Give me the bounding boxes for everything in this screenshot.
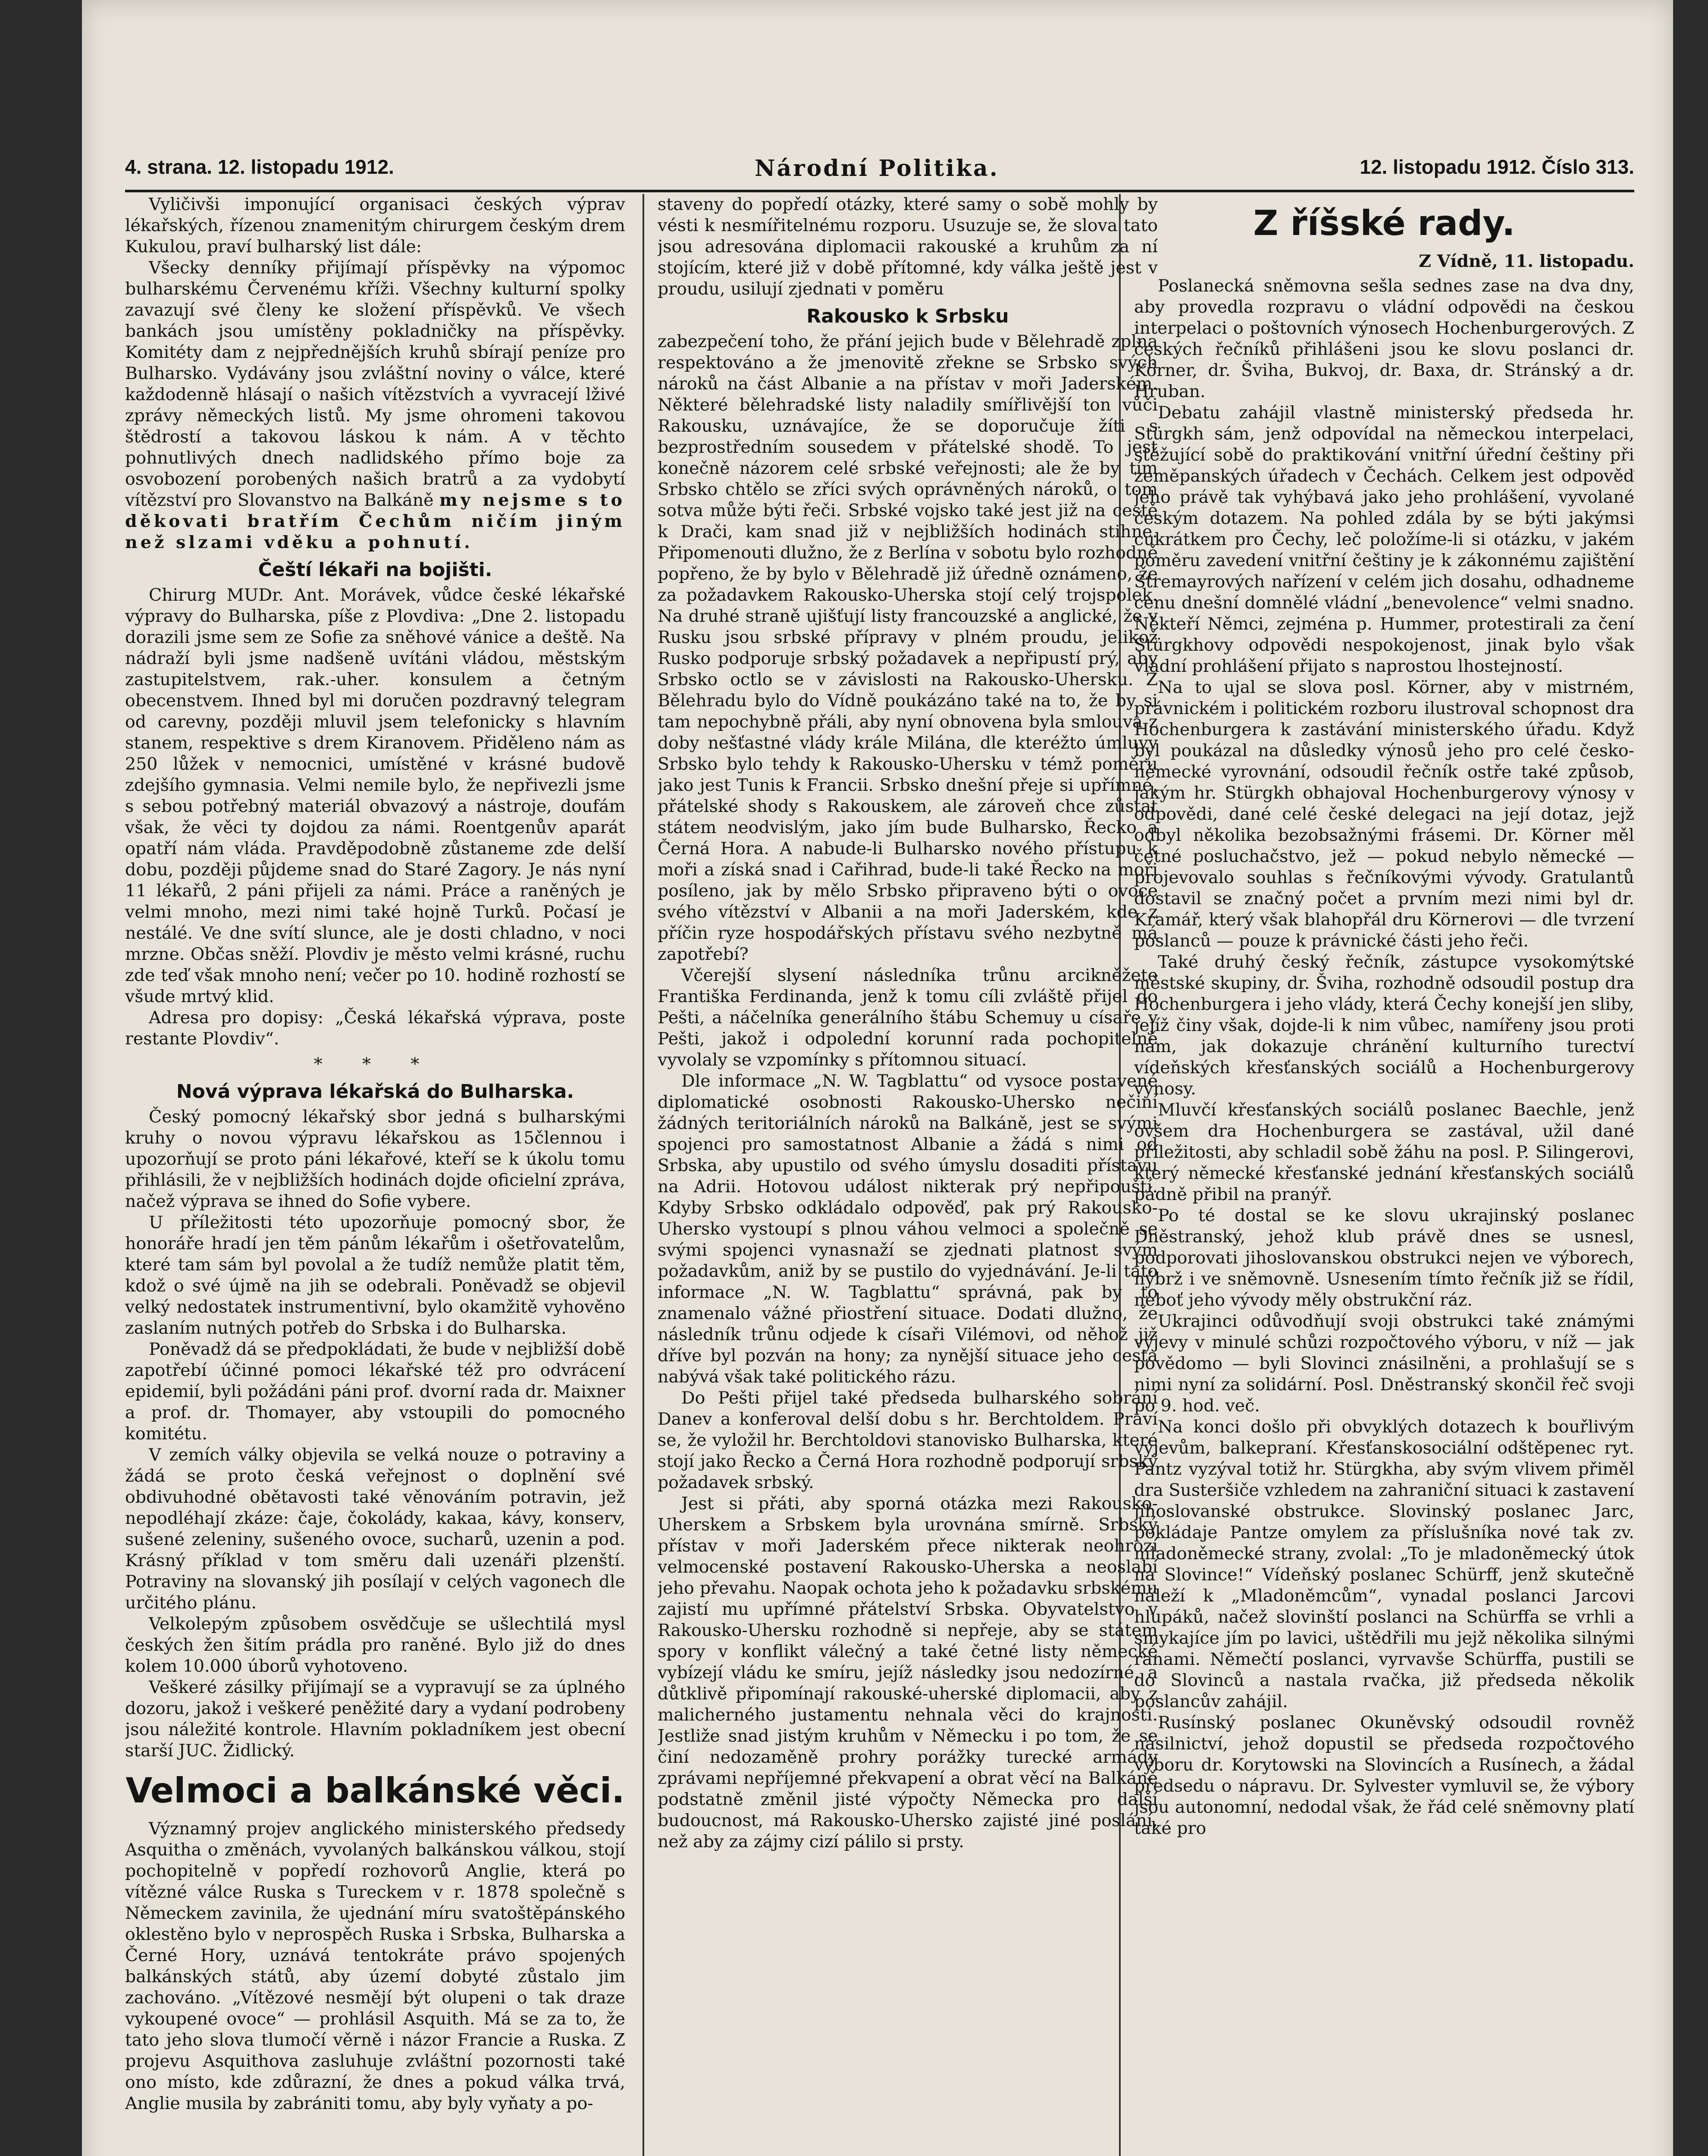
- article-intro: Vyličivši imponující organisaci českých výprav lékařských, řízenou znamenitým chirurgem českým drem Kukulou, praví bulharský list dále:: [125, 194, 625, 257]
- column-1: [125, 194, 625, 2156]
- article-headline: Z říšské rady.: [1253, 203, 1515, 243]
- section-heading: Rakousko k Srbsku: [806, 305, 1009, 327]
- article-paragraph: V zemích války objevila se velká nouze o potraviny a žádá se proto česká veřejnost o doplnění své obdivuhodné obětavosti také věnováním potravin, jež nepodléhají zkáze: čaje, čokolády, kakaa, kávy, konserv, sušené zeleniny, sušeného ovoce, sucharů, uzenin a pod. Krásný příklad v tom směru dali uzenáři plzenští. Potraviny na slovanský jih posílají v celých vagonech dle určitého plánu.: [125, 1445, 625, 1613]
- article-paragraph: Český pomocný lékařský sbor jedná s bulharskými kruhy o novou výpravu lékařskou as 15člennou i upozorňují se proto páni lékařové, kteří se k úkolu tomu přihlásili, že v nejbližších hodinách dojde oficielní zpráva, načež výprava se ihned do Sofie vybere.: [125, 1107, 625, 1211]
- page-header: [125, 142, 1634, 192]
- article-paragraph: Také druhý český řečník, zástupce vysokomýtské městské skupiny, dr. Šviha, rozhodně odsoudil postup dra Hochenburgera i jeho vlády, která Čechy konejší jen sliby, jejíž činy však, dojde-li k nim vůbec, namířeny jsou proti nám, jak dokazuje chránění kulturního turectví vídeňských křesťanských sociálů a Hochenburgerovy výnosy.: [1134, 952, 1634, 1099]
- article-headline: Velmoci a balkánské věci.: [125, 1771, 625, 1811]
- article-paragraph: Poslanecká sněmovna sešla sednes zase na dva dny, aby provedla rozpravu o vládní odpovědi na českou interpelaci o poštovních výnosech Hochenburgerových. Z českých řečníků přihlášeni jsou ke slovu poslanci dr. Körner, dr. Šviha, Bukvoj, dr. Baxa, dr. Stránský a dr. Hruban.: [1134, 276, 1634, 401]
- header-page-date: 4. strana. 12. listopadu 1912.: [125, 156, 394, 178]
- paragraph-text: Všecky denníky přijímají příspěvky na výpomoc bulharskému Červenému kříži. Všechny kulturní spolky zavazují své členy ke složení příspěvků. Ve všech bankách jsou umístěny pokladničky na příspěvky. Komitéty dam z nejpřednějších kruhů sbírají peníze pro Bulharsko. Vydávány jsou zvláštní noviny o válce, které každodenně hlásají o našich vítězstvích a vyvracejí lživé zprávy německých listů. My jsme ohromeni takovou štědrostí a takovou láskou k nám. A v těchto pohnutlivých dnech nadlidského přímo boje za osvobození porobených našich bratrů a za vydobytí vítězství pro Slovanstvo na Balkáně: [125, 258, 625, 510]
- article-paragraph: Poněvadž dá se předpokládati, že bude v nejbližší době zapotřebí účinné pomoci lékařské též pro odvrácení epidemií, byli požádáni páni prof. dvorní rada dr. Maixner a prof. dr. Thomayer, aby vstoupili do pomocného komitétu.: [125, 1339, 625, 1444]
- column-3: [1134, 194, 1634, 2156]
- article-paragraph: Debatu zahájil vlastně ministerský předseda hr. Stürgkh sám, jenž odpovídal na německou interpelaci, stěžující sobě do praktikování vnitřní úřední češtiny při zeměpanských úřadech v Čechách. Celkem jest odpověď jeho právě tak vyhýbavá jako jeho prohlášení, vyvolané českým dotazem. Na pohled zdála by se býti jakýmsi cukrátkem pro Čechy, leč položíme-li si otázku, v jakém poměru zavedení vnitřní češtiny je k zákonnému zajištění Stremayrových nařízení v celém jich dosahu, odhadneme cenu dnešní domnělé vládní „benevolence“ velmi snadno. Někteří Němci, zejména p. Hummer, protestirali za čení Stürgkhovy odpovědi nespokojenost, jinak bylo však vládní prohlášení přijato s naprostou lhostejností.: [1134, 403, 1634, 676]
- article-paragraph: Jest si přáti, aby sporná otázka mezi Rakousko-Uherskem a Srbskem byla urovnána smírně. Srbský přístav v moři Jaderském přece nikterak neohrozí velmocenské postavení Rakousko-Uherska a neoslabí jeho převahu. Naopak ochota jeho k požadavku srbskému zajistí mu upřímné přátelství Srbska. Obyvatelstvo v Rakousko-Uhersku rozhodně si nepřeje, aby se státem spory v konflikt válečný a také četné listy německé vybízejí vládu ke smíru, jejíž následky jsou nedozírné, a důtklivě připomínají rakouské-uherské diplomacii, aby z malicherného justamentu nehnala věci do krajnosti. Jestliže snad jistým kruhům v Německu i po tom, že se činí nedozaměně prohry porážky turecké armády zprávami nepříjemné překvapení a obrat věcí na Balkáně podstatně změnil jisté výpočty Německa pro další budoucnost, má Rakousko-Uhersko zajisté jiné poslání, než aby za zájmy cizí pálilo si prsty.: [658, 1494, 1158, 1852]
- masthead-title: Národní Politika.: [755, 155, 999, 182]
- article-paragraph: Adresa pro dopisy: „Česká lékařská výprava, poste restante Plovdiv“.: [125, 1008, 625, 1049]
- column-2: [658, 194, 1158, 2156]
- article-paragraph: Významný projev anglického ministerského předsedy Asquitha o změnách, vyvolaných balkánskou válkou, stojí pochopitelně v popředí rozhovorů Anglie, která po vítězné válce Ruska s Tureckem v r. 1878 společně s Německem zavinila, že ujednání míru svatoštěpánského oklestěno bylo v neprospěch Ruska i Srbska, Bulharska a Černé Hory, uznává tentokráte právo spojených balkánských států, aby území dobyté zůstalo jim zachováno. „Vítězové nesmějí být olupeni o tak draze vykoupené ovoce“ — prohlásil Asquith. Má se za to, že tato jeho slova tlumočí věrně i názor Francie a Ruska. Z projevu Asquithova zasluhuje zvláštní pozornosti také ono místo, kde zdůrazní, že dnes a pokud válka trvá, Anglie musila by zabrániti tomu, aby byly vyňaty a po-: [125, 1819, 625, 2113]
- article-paragraph: Do Pešti přijel také předseda bulharského sobrání Danev a konferoval delší dobu s hr. Berchtoldem. Praví se, že vyložil hr. Berchtoldovi stanovisko Bulharska, které stojí jako Řecko a Černá Hora rozhodně podporují srbský požadavek srbský.: [658, 1388, 1158, 1492]
- article-paragraph: Po té dostal se ke slovu ukrajinský poslanec Dněstranský, jehož klub právě dnes se usnesl, podporovati jihoslovanskou obstrukci nejen ve výborech, nýbrž i ve sněmovně. Usnesením tímto řečník již se řídil, neboť jeho vývody měly obstrukční ráz.: [1134, 1206, 1634, 1310]
- article-paragraph: staveny do popředí otázky, které samy o sobě mohly by vésti k nesmířitelnému rozporu. Usuzuje se, že slova tato jsou adresována diplomacii rakouské a kruhům za ní stojícím, které již v době přítomné, kdy válka ještě jest v proudu, usilují zjednati v poměru: [658, 194, 1158, 299]
- section-separator: * * *: [313, 1054, 437, 1074]
- section-heading: Nová výprava lékařská do Bulharska.: [176, 1081, 574, 1103]
- column-divider: [642, 194, 644, 2156]
- emphasized-text: my nejsme s to děkovati bratřím Čechům ničím jiným než slzami vděku a pohnutí.: [125, 490, 625, 552]
- article-paragraph: Rusínský poslanec Okuněvský odsoudil rovněž násilnictví, jehož dopustil se předseda rozpočtového výboru dr. Korytowski na Slovincích a Rusínech, a žádal předsedu o nápravu. Dr. Sylvester vymluvil se, že výbory jsou autonomní, nedodal však, že řád celé sněmovny platí také pro: [1134, 1713, 1634, 1838]
- article-paragraph: Chirurg MUDr. Ant. Morávek, vůdce české lékařské výpravy do Bulharska, píše z Plovdiva: „Dne 2. listopadu dorazili jsme sem ze Sofie za sněhové vánice a deště. Na nádraží byli jsme nadšeně uvítáni vládou, městským zastupitelstvem, rak.-uher. konsulem a četným obecenstvem. Ihned byl mi doručen pozdravný telegram od carevny, později mluvil jsem telefonicky s hlavním stanem, respektive s drem Kiranovem. Přiděleno nám as 250 lůžek v nemocnici, umístěné v krásné budově zdejšího gymnasia. Velmi nemile bylo, že nepřivezli jsme s sebou potřebný materiál obvazový a nástroje, doufám však, že věci ty dojdou za námi. Roentgenův aparát opatří nám vláda. Pravděpodobně zůstaneme zde delší dobu, později půjdeme snad do Staré Zagory. Je nás nyní 11 lékařů, 2 páni přijeli za námi. Práce a raněných je velmi mnoho, mezi nimi také hojně Turků. Počasí je nestálé. Ve dne svítí slunce, ale je dosti chladno, v noci mrzne. Občas sněží. Plovdiv je město velmi krásné, ruchu zde teď však mnoho není; večer po 10. hodině rozhostí se všude mrtvý klid.: [125, 585, 625, 1006]
- article-paragraph: Velkolepým způsobem osvědčuje se ušlechtilá mysl českých žen šitím prádla pro raněné. Bylo již do dnes kolem 10.000 úborů vyhotoveno.: [125, 1614, 625, 1676]
- section-heading: Čeští lékaři na bojišti.: [258, 559, 492, 581]
- header-issue-number: 12. listopadu 1912. Číslo 313.: [1360, 156, 1634, 178]
- article-paragraph: Ukrajinci odůvodňují svoji obstrukci také známými výjevy v minulé schůzi rozpočtového výboru, v níž — jak povědomo — byli Slovinci znásilněni, a prohlašují se s nimi nyní za solidární. Posl. Dněstranský skončil řeč svoji po 9. hod. več.: [1134, 1311, 1634, 1416]
- dateline: Z Vídně, 11. listopadu.: [1419, 251, 1634, 271]
- article-paragraph: Na to ujal se slova posl. Körner, aby v mistrném, právnickém i politickém rozboru ilustroval schopnost dra Hochenburgera k zastávání ministerského úřadu. Když byl poukázal na důsledky výnosů jeho pro celé česko-německé vyrovnání, odsoudil řečník ostře také způsob, jakým hr. Stürgkh obhajoval Hochenburgerovy výnosy v odpovědi, dané celé české delegaci na její dotaz, jejž odbyl několika bezobsažnými frásemi. Dr. Körner měl četné posluchačstvo, jež — pokud nebylo německé — projevovalo souhlas s řečníkovými vývody. Gratulantů dostavil se značný počet a prvním mezi nimi byl dr. Kramář, který však blahopřál dru Körnerovi — dle tvrzení poslanců — pouze k právnické části jeho řeči.: [1134, 677, 1634, 951]
- article-paragraph: Na konci došlo při obvyklých dotazech k bouřlivým výjevům, balkepraní. Křesťanskosociální odštěpenec ryt. Pantz vyzýval totiž hr. Stürgkha, aby svým vlivem přiměl dra Susteršiče vzhledem na zahraniční situaci k zastavení jihoslovanské obstrukce. Slovinský poslanec Jarc, pokládaje Pantze omylem za příslušníka nové tak zv. mladoněmecké strany, zvolal: „To je mladoněmecký útok na Slovince!“ Vídeňský poslanec Schürff, jenž skutečně náleží k „Mladoněmcům“, vynadal poslanci Jarcovi hlupáků, načež slovinští poslanci na Schürffa se vrhli a smykajíce jím po lavici, uštědřili mu jejž několika silnými ranami. Němečtí poslanci, vyrvavše Schürffa, pustili se do Slovinců a nastala rvačka, již předseda několik poslancův zahájil.: [1134, 1417, 1634, 1711]
- article-paragraph: Včerejší slysení následníka trůnu arcikněžete Františka Ferdinanda, jenž k tomu cíli zvláště přijel do Pešti, a náčelníka generálního štábu Schemuy u císaře v Pešti, jakož i odpolední korunní rada pochopitelně vyvolaly se vzpomínky s přítomnou situací.: [658, 965, 1158, 1070]
- article-paragraph: Veškeré zásilky přijímají se a vypravují se za úplného dozoru, jakož i veškeré peněžité dary a vydaní podrobeny jsou náležité kontrole. Hlavním pokladníkem jest obecní starší JUC. Židlický.: [125, 1677, 625, 1761]
- article-paragraph: [125, 257, 625, 553]
- article-paragraph: zabezpečení toho, že přání jejich bude v Bělehradě zplna respektováno a že jmenovitě zřekne se Srbsko svých nároků na část Albanie a na přístav v moři Jaderském. Některé bělehradské listy naladily smířlivější ton vůči Rakousku, uznávajíce, že se doporučuje žíti s bezprostředním sousedem v přátelské shodě. To jest konečně názorem celé srbské veřejnosti; ale že by tím Srbsko chtělo se zříci svých oprávněných nároků, o tom sotva může býti řeči. Srbské vojsko také jest již na cestě k Drači, kam snad již v nejbližších hodinách stihne. Připomenouti dlužno, že z Berlína v sobotu bylo rozhodně popřeno, že by bylo v Bělehradě již úředně oznámeno, že za požadavkem Rakousko-Uherska stojí celý trojspolek. Na druhé straně ujišťují listy francouzské a anglické, že v Rusku jsou srbské přípravy v plném proudu, jelikož Rusko podporuje srbský požadavek a nepřipustí prý, aby Srbsko octlo se v závislosti na Rakousko-Uhersku. Z Bělehradu bylo do Vídně poukázáno také na to, že by si tam nepochybně přáli, aby nyní obnovena byla smlouva z doby nešťastné vlády krále Milána, dle kteréžto úmluvy Srbsko bylo tehdy k Rakousko-Uhersku v témž poměru jako jest Tunis k Francii. Srbsko dnešní přeje si upřímné, přátelské shody s Rakouskem, ale zároveň chce zůstat státem neodvislým, jako jím bude Bulharsko, Řecko a Černá Hora. A nabude-li Bulharsko nového přístupu k moři a získá snad i Cařihrad, bude-li také Řecko na moři posíleno, jak by mělo Srbsko připraveno býti o ovoce svého vítězství v Albanii a na moři Jaderském, kde z příčin ryze hospodářských přístavu svého nezbytně má zapotřebí?: [658, 332, 1158, 964]
- article-paragraph: U příležitosti této upozorňuje pomocný sbor, že honoráře hradí jen těm pánům lékařům i ošetřovatelům, které tam sám byl povolal a že tudíž nemůže platit těm, kdož o své újmě na jih se odebrali. Poněvadž se objevil velký nedostatek instrumentivní, bylo okamžitě vyhověno zaslaním nutných potřeb do Srbska i do Bulharska.: [125, 1213, 625, 1338]
- newspaper-page: [82, 0, 1673, 2156]
- article-paragraph: Mluvčí křesťanských sociálů poslanec Baechle, jenž ovšem dra Hochenburgera se zastával, užil dané příležitosti, aby schladil sobě žáhu na posl. P. Silingerovi, který německé křesťanské jednání křesťanských sociálů pádně přibil na pranýř.: [1134, 1100, 1634, 1204]
- article-paragraph: Dle informace „N. W. Tagblattu“ od vysoce postavené diplomatické osobnosti Rakousko-Uhersko nečiní žádných teritoriálních nároků na Balkáně, jest se svými spojenci pro samostatnost Albanie a žádá s nimi od Srbska, aby upustilo od svého úmyslu dosaditi přístavu na Adrii. Hotovou událost nikterak prý nepřipouští. Kdyby Srbsko odkládalo odpověď, pak prý Rakousko-Uhersko vystoupí s plnou váhou velmoci a společně se svými spojenci vynasnaží se zjednati platnost svým požadavkům, aniž by se pustilo do vyjednávání. Je-li tato informace „N. W. Tagblattu“ správná, pak by to znamenalo vážné přiostření situace. Dodati dlužno, že následník trůnu odjede k císaři Vilémovi, od něhož již dříve byl pozván na hony; za nynější situace jeho cesta nabývá však také politického rázu.: [658, 1071, 1158, 1387]
